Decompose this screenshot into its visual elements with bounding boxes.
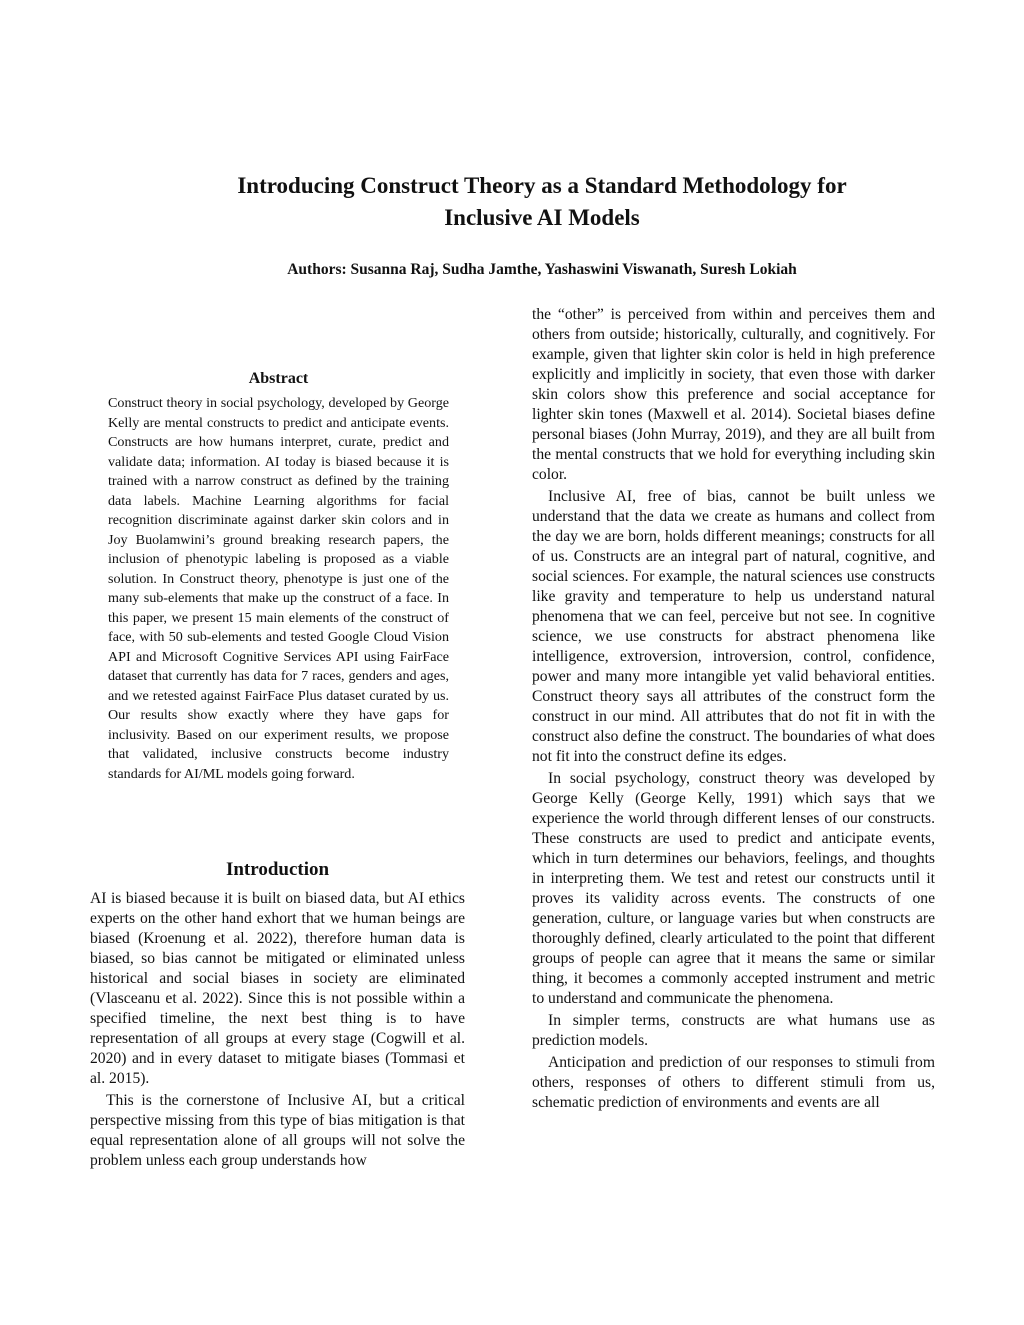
- left-column: [90, 889, 465, 1171]
- intro-paragraph-7: Anticipation and prediction of our responses to stimuli from others, responses of others to different stimuli from us, schematic prediction of environments and events are all: [532, 1054, 935, 1111]
- intro-paragraph-1: AI is biased because it is built on biased data, but AI ethics experts on the other hand exhort that we human beings are biased (Kroenung et al. 2022), therefore human data is biased, so bias cannot be mitigated or eliminated unless historical and social biases in society are eliminated (Vlasceanu et al. 2022). Since this is not possible within a specified timeline, the next best thing is to have representation of all groups at every stage (Cogwill et al. 2020) and in every dataset to mitigate biases (Tommasi et al. 2015).: [90, 890, 465, 1087]
- right-column: [532, 305, 935, 1113]
- intro-paragraph-4: Inclusive AI, free of bias, cannot be built unless we understand that the data we create as humans and collect from the day we are born, holds different meanings; constructs for all of us. Constructs are an integral part of natural, cognitive, and social sciences. For example, the natural sciences use constructs like gravity and temperature to help us understand natural phenomena that we can feel, perceive but not see. In cognitive science, we use constructs for abstract phenomena like intelligence, extroversion, introversion, control, confidence, power and many more intangible yet valid behavioral entities. Construct theory says all attributes of the construct form the construct in our mind. All attributes that do not fit in with the construct also define the construct. The boundaries of what does not fit into the construct define its edges.: [532, 488, 935, 765]
- paper-title-line-2: Inclusive AI Models: [444, 205, 640, 230]
- intro-paragraph-6: In simpler terms, constructs are what humans use as prediction models.: [532, 1012, 935, 1049]
- paper-title-line-1: Introducing Construct Theory as a Standard Methodology for: [237, 173, 847, 198]
- abstract-body: Construct theory in social psychology, developed by George Kelly are mental constructs to predict and anticipate events. Constructs are how humans interpret, curate, predict and validate data; information. AI today is biased because it is trained with a narrow construct as defined by the training data labels. Machine Learning algorithms for facial recognition discriminate against darker skin colors and in Joy Buolamwini’s ground breaking research papers, the inclusion of phenotypic labeling is proposed as a viable solution. In Construct theory, phenotype is just one of the many sub-elements that make up the construct of a face. In this paper, we present 15 main elements of the construct of face, with 50 sub-elements and tested Google Cloud Vision API and Microsoft Cognitive Services API using FairFace dataset that currently has data for 7 races, genders and ages, and we retested against FairFace Plus dataset curated by us. Our results show exactly where they have gaps for inclusivity. Based on our experiment results, we propose that validated, inclusive constructs become industry standards for AI/ML models going forward.: [108, 395, 449, 782]
- introduction-heading: Introduction: [225, 859, 330, 880]
- paper-title: [140, 170, 944, 234]
- abstract-heading: Abstract: [248, 370, 309, 387]
- intro-paragraph-2: This is the cornerstone of Inclusive AI, but a critical perspective missing from this type of bias mitigation is that equal representation alone of all groups will not solve the problem unless each group understands how: [90, 1092, 465, 1169]
- paper-authors: Authors: Susanna Raj, Sudha Jamthe, Yashaswini Viswanath, Suresh Lokiah: [287, 261, 797, 278]
- intro-paragraph-3: the “other” is perceived from within and perceives them and others from outside; historically, culturally, and cognitively. For example, given that lighter skin color is held in high preference explicitly and implicitly in society, that even those with darker skin colors show this preference and social acceptance for lighter skin tones (Maxwell et al. 2014). Societal biases define personal biases (John Murray, 2019), and they are all built from the mental constructs that we hold for everything including skin color.: [532, 306, 935, 483]
- intro-paragraph-5: In social psychology, construct theory was developed by George Kelly (George Kelly, 1991) which says that we experience the world through different lenses of our constructs. These constructs are used to predict and anticipate events, which in turn determines our behaviors, feelings, and thoughts in interpreting them. We test and retest our constructs until it proves its validity across events. The constructs of one generation, culture, or language varies but when constructs are thoroughly defined, clearly articulated to the point that different groups of people can agree that it means the same or similar thing, it becomes a commonly accepted instrument and metric to understand and communicate the phenomena.: [532, 770, 935, 1007]
